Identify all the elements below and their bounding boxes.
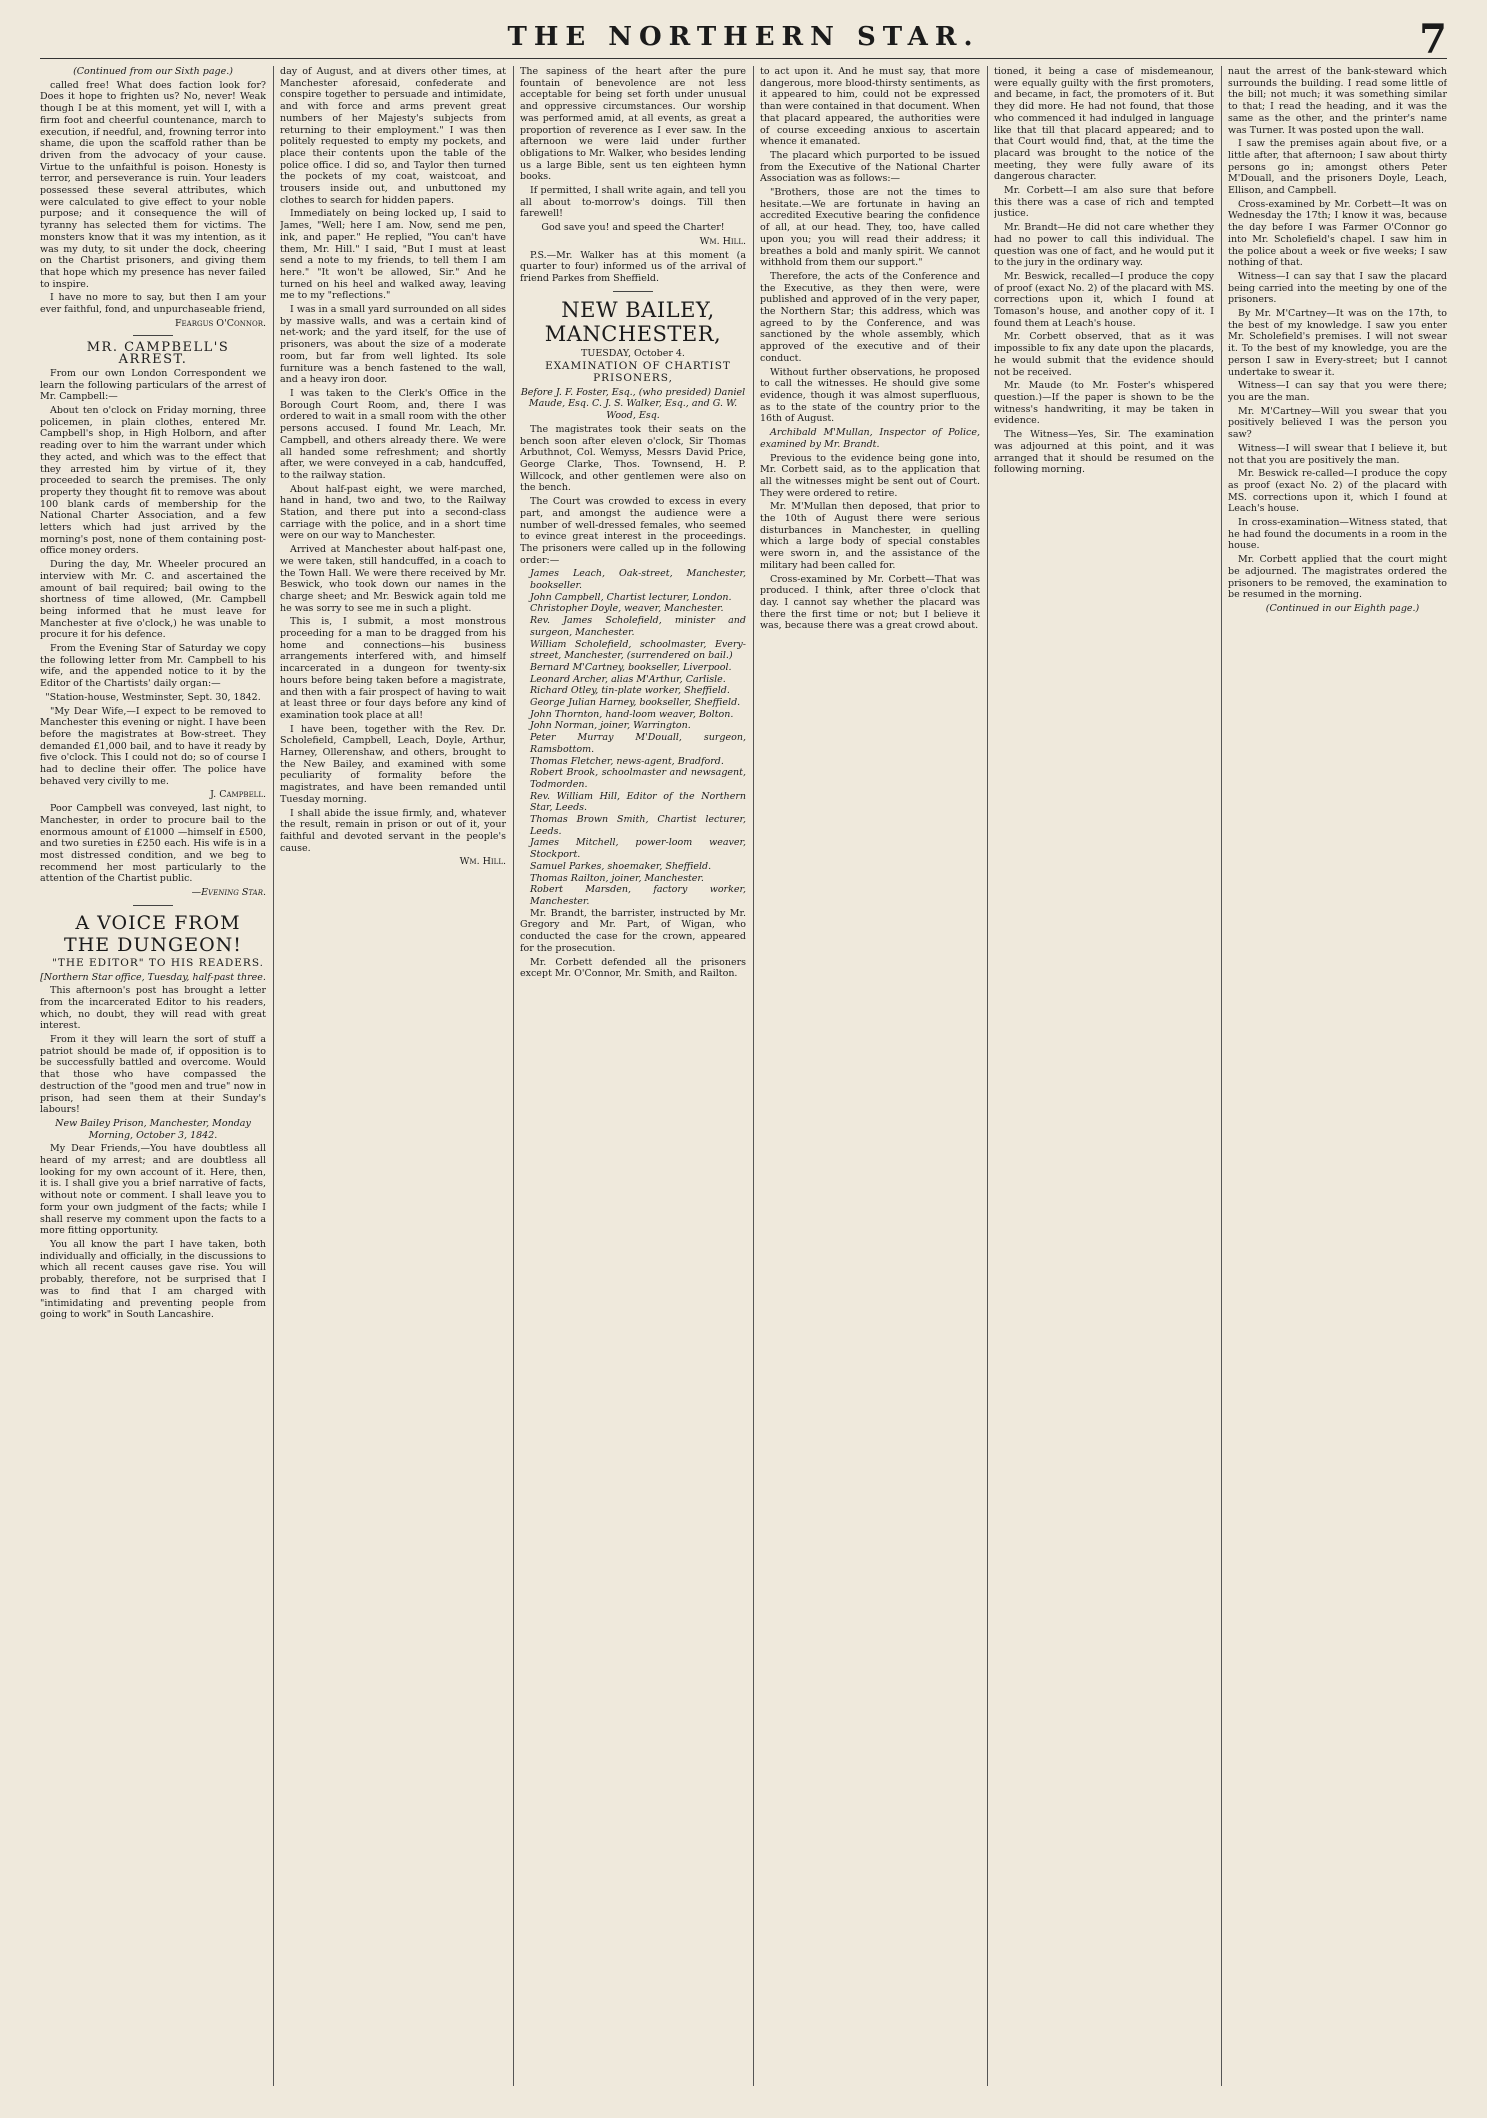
signature: Feargus O'Connor.: [174, 317, 266, 329]
paragraph: From it they will learn the sort of stuff a patriot should be made of, if opposition is to be successfully battled and overcome. Would that those who have compassed the destruction of the "good men and true" now in prison, had seen them at their Sunday's labours!: [40, 1034, 266, 1116]
article-subheading: "THE EDITOR" TO HIS READERS.: [52, 956, 264, 969]
paragraph: I saw the premises again about five, or a little after, that afternoon; I saw about thirty persons go in; amongst others Peter M'Douall, and the prisoners Doyle, Leach, Ellison, and Campbell.: [1228, 138, 1447, 197]
paragraph: naut the arrest of the bank-steward which surrounds the building. I read some little of the bill; not much; it was something similar to that; I read the heading, and it was the same as the other, and the printer's name was Turner. It was posted upon the wall.: [1228, 66, 1447, 136]
paragraph: Cross-examined by Mr. Corbett—It was on Wednesday the 17th; I know it was, because the day before I was Farmer O'Connor go into Mr. Scholefield's chapel. I saw him in the police about a week or five weeks; I saw nothing of that.: [1228, 198, 1447, 269]
paragraph: "My Dear Wife,—I expect to be removed to Manchester this evening or night. I have been before the magistrates at Bow-street. They demanded £1,000 bail, and to have it ready by five o'clock. This I could not do; so of course I had to decline their offer. The police have behaved very civilly to me.: [40, 705, 266, 787]
paragraph: Poor Campbell was conveyed, last night, to Manchester, in order to procure bail to the enormous amount of £1000 —himself in £500, and two sureties in £250 each. His wife is in a most distressed condition, and we beg to recommend her most particularly to the attention of the Chartist public.: [40, 803, 266, 885]
paragraph: Mr. Corbett observed, that as it was impossible to fix any date upon the placards, he would submit that the evidence should not be received.: [994, 331, 1214, 378]
paragraph: Mr. Beswick, recalled—I produce the copy of proof (exact No. 2) of the placard with MS. corrections upon it, which I found at Tomason's house, and another copy of it. I found them at Leach's house.: [994, 270, 1214, 329]
list-item: Thomas Fletcher, news-agent, Bradford.: [530, 755, 724, 767]
paragraph: About ten o'clock on Friday morning, three policemen, in plain clothes, entered Mr. Campbell's shop, in High Holborn, and after reading over to him the warrant under which they acted, and which was to the effect that they arrested him by virtue of it, they proceeded to search the premises. The only property they thought fit to remove was about 100 blank cards of membership for the National Charter Association, and a few letters which had just arrived by the morning's post, none of them containing post-office money orders.: [40, 404, 266, 557]
list-item: James Leach, Oak-street, Manchester, bookseller.: [530, 568, 746, 592]
paragraph: Previous to the evidence being gone into, Mr. Corbett said, as to the application that all the witnesses might be sent out of Court. They were ordered to retire.: [760, 452, 980, 499]
continued-note: (Continued in our Eighth page.): [1265, 602, 1420, 614]
paragraph: Without further observations, he proposed to call the witnesses. He should give some evidence, though it was almost superfluous, as to the state of the country prior to the 16th of August.: [760, 366, 980, 425]
separator: [133, 905, 173, 906]
article-heading: A VOICE FROM THE DUNGEON!: [64, 911, 242, 956]
paragraph: day of August, and at divers other times, at Manchester aforesaid, confederate and conspire together to persuade and intimidate, and with force and arms prevent great numbers of her Majesty's subjects from returning to their employment." I was then politely requested to empty my pockets, and place their contents upon the table of the police office. I did so, and Taylor then turned the pockets of my coat, waistcoat, and trousers inside out, and unbuttoned my clothes to search for hidden papers.: [280, 66, 506, 206]
list-item: Thomas Brown Smith, Chartist lecturer, Leeds.: [530, 814, 746, 837]
paragraph: Mr. Brandt, the barrister, instructed by Mr. Gregory and Mr. Part, of Wigan, who conducted the case for the crown, appeared for the prosecution.: [520, 907, 746, 954]
page-number: 7: [1419, 16, 1447, 63]
paragraph: I have no more to say, but then I am your ever faithful, fond, and unpurchaseable friend,: [40, 292, 266, 316]
article-heading: MR. CAMPBELL'S ARREST.: [86, 340, 230, 368]
article-subheading: EXAMINATION OF CHARTIST PRISONERS,: [545, 360, 731, 385]
column-divider: [1221, 66, 1222, 2086]
paragraph: Immediately on being locked up, I said to James, "Well; here I am. Now, send me pen, ink, and paper." He replied, "You can't have them, Mr. Hill." I said, "But I must at least send a note to my friends, to tell them I am here." "It won't be allowed, Sir." And he turned on his heel and walked away, leaving me to my "reflections.": [280, 208, 506, 302]
column-1: [40, 66, 266, 2086]
column-4: [760, 66, 980, 2086]
dateline: [Northern Star office, Tuesday, half-past three.: [40, 971, 266, 983]
list-item: John Norman, joiner, Warrington.: [530, 720, 691, 732]
separator: [133, 335, 173, 336]
paragraph: Cross-examined by Mr. Corbett—That was produced. I think, after three o'clock that day. I cannot say whether the placard was there the first time or not; but I believe it was, because there was a great crowd about.: [760, 573, 980, 632]
paragraph: This afternoon's post has brought a letter from the incarcerated Editor to his readers, which, no doubt, they will read with great interest.: [40, 985, 266, 1032]
paragraph: "Brothers, those are not the times to hesitate.—We are fortunate in having an accredited Executive bearing the confidence of all, at our head. They, too, have called upon you; you will read their address; it breathes a bold and manly spirit. We cannot withhold from them our support.": [760, 187, 980, 269]
list-item: Thomas Railton, joiner, Manchester.: [530, 872, 704, 884]
paragraph: From the Evening Star of Saturday we copy the following letter from Mr. Campbell to his wife, and the appended notice to it by the Editor of the Chartists' daily organ:—: [40, 643, 266, 690]
list-item: Rev. William Hill, Editor of the Northern Star, Leeds.: [530, 790, 746, 814]
paragraph: I was taken to the Clerk's Office in the Borough Court Room, and, there I was ordered to wait in a small room with the other persons accused. I found Mr. Leach, Mr. Campbell, and others already there. We were all handed some refreshment; and shortly after, we were conveyed in a cab, handcuffed, to the railway station.: [280, 387, 506, 481]
column-6: [1228, 66, 1447, 2086]
paragraph: I have been, together with the Rev. Dr. Scholefield, Campbell, Leach, Doyle, Arthur, Harney, Ollerenshaw, and others, brought to the New Bailey, and examined with some peculiarity of formality before the magistrates, and have been remanded until Tuesday morning.: [280, 723, 506, 805]
paragraph: Mr. Corbett defended all the prisoners except Mr. O'Connor, Mr. Smith, and Railton.: [520, 956, 746, 980]
paragraph: Witness—I can say that I saw the placard being carried into the meeting by one of the prisoners.: [1228, 270, 1447, 306]
dateline: New Bailey Prison, Manchester, Monday Morning, October 3, 1842.: [55, 1117, 251, 1141]
paragraph: Mr. M'Cartney—Will you swear that you positively believed I was the person you saw?: [1228, 405, 1447, 441]
paragraph: Mr. Brandt—He did not care whether they had no power to call this individual. The question was one of fact, and he would put it to the jury in the ordinary way.: [994, 222, 1214, 269]
signature: Wm. Hill.: [459, 856, 506, 868]
paragraph: Therefore, the acts of the Conference and the Executive, as they then were, were published and approved of in the very paper, the Northern Star; this address, which was agreed to by the Conference, and was sanctioned by the whole assembly, which approved of the executive and of their conduct.: [760, 270, 980, 364]
list-item: Samuel Parkes, shoemaker, Sheffield.: [530, 860, 712, 872]
list-item: Richard Otley, tin-plate worker, Sheffield.: [530, 685, 730, 697]
paragraph: If permitted, I shall write again, and tell you all about to-morrow's doings. Till then farewell!: [520, 185, 746, 220]
paragraph: God save you! and speed the Charter!: [541, 222, 725, 234]
paragraph: The placard which purported to be issued from the Executive of the National Charter Association was as follows:—: [760, 149, 980, 185]
column-2: [280, 66, 506, 2086]
paragraph: Arrived at Manchester about half-past one, we were taken, still handcuffed, in a coach to the Town Hall. We were there received by Mr. Beswick, who took down our names in the charge sheet; and Mr. Beswick again told me he was sorry to see me in such a plight.: [280, 544, 506, 614]
paragraph: This is, I submit, a most monstrous proceeding for a man to be dragged from his home and connections—his business arrangements interfered with, and himself incarcerated in a dungeon for twenty-six hours before being taken before a magistrate, and then with a fair prospect of having to wait at least three or four days before any kind of examination took place at all!: [280, 616, 506, 721]
paragraph: From our own London Correspondent we learn the following particulars of the arrest of Mr. Campbell:—: [40, 367, 266, 403]
postscript: P.S.—Mr. Walker has at this moment (a quarter to four) informed us of the arrival of friend Parkes from Sheffield.: [520, 249, 746, 284]
list-item: James Mitchell, power-loom weaver, Stockport.: [530, 837, 746, 861]
signature: Wm. Hill.: [699, 235, 746, 247]
column-divider: [513, 66, 514, 2086]
separator: [613, 291, 653, 292]
paragraph: About half-past eight, we were marched, hand in hand, two and two, to the Railway Station, and there put into a second-class carriage with the police, and in a short time were on our way to Manchester.: [280, 483, 506, 542]
paragraph: The Witness—Yes, Sir. The examination was adjourned at this point, and it was arranged that it should be resumed on the following morning.: [994, 429, 1214, 476]
paragraph: Witness—I will swear that I believe it, but not that you are positively the man.: [1228, 442, 1447, 466]
paragraph: Mr. Corbett applied that the court might be adjourned. The magistrates ordered the prisoners to be removed, the examination to be resumed in the morning.: [1228, 554, 1447, 601]
source-credit: —Evening Star.: [191, 887, 266, 899]
list-item: Christopher Doyle, weaver, Manchester.: [530, 603, 724, 615]
witness-heading: Archibald M'Mullan, Inspector of Police, examined by Mr. Brandt.: [760, 427, 980, 450]
paragraph: I was in a small yard surrounded on all sides by massive walls, and was a certain kind of net-work; and the yard itself, for the use of prisoners, was about the size of a moderate room, but far from well lighted. Its sole furniture was a bench fastened to the wall, and a heavy iron door.: [280, 304, 506, 386]
paragraph: The sapiness of the heart after the pure fountain of benevolence are not less acceptable for being set forth under unusual and oppressive circumstances. Our worship was performed amid, at all events, as great a proportion of reverence as I ever saw. In the afternoon we were laid under further obligations to Mr. Walker, who besides lending us a large Bible, sent us ten eighteen hymn books.: [520, 66, 746, 183]
paragraph: By Mr. M'Cartney—It was on the 17th, to the best of my knowledge. I saw you enter Mr. Scholefield's premises. I will not swear it. To the best of my knowledge, you are the person I saw in Every-street; but I cannot undertake to swear it.: [1228, 308, 1447, 378]
paragraph: Mr. Corbett—I am also sure that before this there was a case of rich and tempted justice.: [994, 185, 1214, 220]
continued-note: (Continued from our Sixth page.): [73, 66, 233, 77]
column-divider: [753, 66, 754, 2086]
newspaper-title: THE NORTHERN STAR.: [507, 22, 980, 52]
paragraph: Mr. Beswick re-called—I produce the copy as proof (exact No. 2) of the placard with MS. corrections upon it, which I found at Leach's house.: [1228, 468, 1447, 515]
paragraph: to act upon it. And he must say, that more dangerous, more blood-thirsty sentiments, as it appeared to him, could not be expressed than were contained in that document. When that placard appeared, the authorities were of course exceeding anxious to ascertain whence it emanated.: [760, 66, 980, 148]
bench-note: Before J. F. Foster, Esq., (who presided) Daniel Maude, Esq. C. J. S. Walker, Esq., and G. W. Wood, Esq.: [520, 386, 746, 422]
paragraph: The Court was crowded to excess in every part, and amongst the audience were a number of well-dressed females, who seemed to evince great interest in the proceedings. The prisoners were called up in the following order:—: [520, 496, 746, 566]
paragraph: tioned, it being a case of misdemeanour, were equally guilty with the first promoters, and became, in fact, the promoters of it. But they did more. He had not found, that those who commenced it had indulged in language like that till that placard appeared; and to that Court would find, that, at the time the placard was brought to the notice of the meeting, they were fully aware of its dangerous character.: [994, 66, 1214, 183]
list-item: Peter Murray M'Douall, surgeon, Ramsbottom.: [530, 732, 746, 755]
list-item: Robert Brook, schoolmaster and newsagent, Todmorden.: [530, 767, 746, 790]
paragraph: "Station-house, Westminster, Sept. 30, 1842.: [45, 691, 261, 703]
paragraph: In cross-examination—Witness stated, that he had found the documents in a room in the house.: [1228, 517, 1447, 552]
paragraph: The magistrates took their seats on the bench soon after eleven o'clock, Sir Thomas Arbuthnot, Col. Wemyss, Messrs David Price, George Clarke, Thos. Townsend, H. P. Willcock, and other gentlemen were also on the bench.: [520, 423, 746, 494]
dateline: TUESDAY, October 4.: [581, 347, 685, 359]
signature: J. Campbell.: [210, 789, 266, 801]
list-item: John Campbell, Chartist lecturer, London.: [530, 591, 732, 603]
paragraph: My Dear Friends,—You have doubtless all heard of my arrest; and are doubtless all looking for my own account of it. Here, then, it is. I shall give you a brief narrative of facts, without note or comment. I shall leave you to form your own judgment of the facts; while I shall reserve my comment upon the facts to a more fitting opportunity.: [40, 1143, 266, 1237]
column-5: [994, 66, 1214, 2086]
paragraph: Witness—I can say that you were there; you are the man.: [1228, 380, 1447, 403]
masthead-rule: [40, 58, 1447, 59]
paragraph: Mr. Maude (to Mr. Foster's whispered question.)—If the paper is shown to be the witness's handwriting, it may be taken in evidence.: [994, 380, 1214, 427]
article-heading: NEW BAILEY, MANCHESTER,: [544, 297, 722, 346]
list-item: William Scholefield, schoolmaster, Every-street, Manchester, (surrendered on bail.): [530, 638, 746, 662]
list-item: John Thornton, hand-loom weaver, Bolton.: [530, 708, 734, 720]
column-3: [520, 66, 746, 2086]
list-item: Robert Marsden, factory worker, Manchester.: [530, 884, 746, 907]
list-item: Rev. James Scholefield, minister and surgeon, Manchester.: [530, 615, 746, 638]
list-item: Leonard Archer, alias M'Arthur, Carlisle.: [530, 673, 726, 685]
column-divider: [987, 66, 988, 2086]
paragraph: called free! What does faction look for? Does it hope to frighten us? No, never! Weak though I be at this moment, yet will I, with a firm foot and cheerful countenance, march to execution, if needful, and, frowning terror into shame, die upon the scaffold rather than be driven from the advocacy of your cause. Virtue to the unfaithful is poison. Honesty is terror, and perseverance is ruin. Your leaders possessed these several attributes, which were calculated to give effect to your noble purpose; and it consequence the will of tyranny has selected them for victims. The monsters know that it was my intention, as it was my duty, to sit under the dock, cheering on the Chartist prisoners, and giving them that hope which my presence has never failed to inspire.: [40, 79, 266, 290]
paragraph: During the day, Mr. Wheeler procured an interview with Mr. C. and ascertained the amount of bail required; bail owing to the shortness of time allowed, (Mr. Campbell being informed that he must leave for Manchester at five o'clock,) he was unable to procure it for his defence.: [40, 559, 266, 641]
paragraph: Mr. M'Mullan then deposed, that prior to the 10th of August there were serious disturbances in Manchester, in quelling which a large body of special constables were sworn in, and the assistance of the military had been called for.: [760, 501, 980, 571]
paragraph: I shall abide the issue firmly, and, whatever the result, remain in prison or out of it, your faithful and devoted servant in the people's cause.: [280, 807, 506, 854]
list-item: George Julian Harney, bookseller, Sheffield.: [530, 697, 741, 709]
masthead: [40, 16, 1447, 63]
list-item: Bernard M'Cartney, bookseller, Liverpool.: [530, 661, 732, 673]
paragraph: You all know the part I have taken, both individually and officially, in the discussions to which all recent causes gave rise. You will probably, therefore, not be surprised that I was to find that I am charged with "intimidating and preventing people from going to work" in South Lancashire.: [40, 1238, 266, 1321]
column-divider: [273, 66, 274, 2086]
prisoner-list: [520, 568, 746, 907]
